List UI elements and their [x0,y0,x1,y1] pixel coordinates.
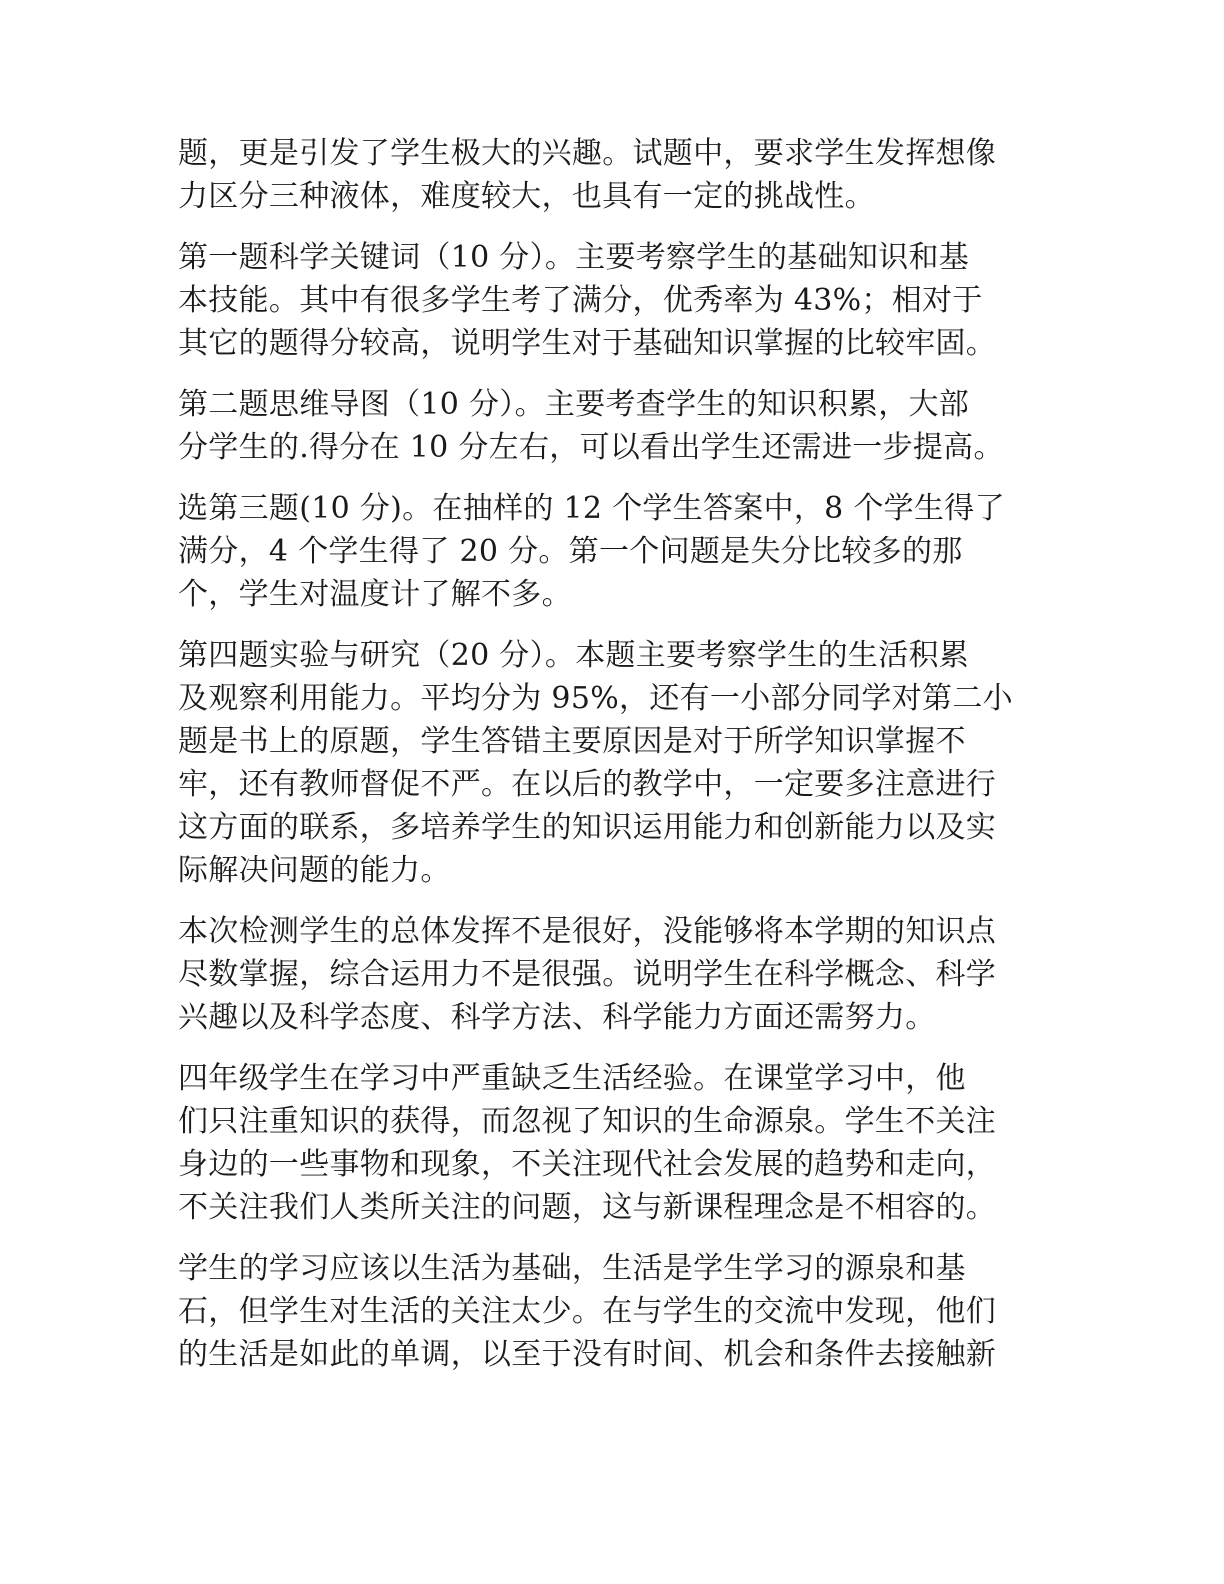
text-line: 满分，4 个学生得了 20 分。第一个问题是失分比较多的那 [178,534,963,569]
paragraph-5 [178,634,1058,892]
paragraph-6 [178,910,1058,1039]
text-line: 们只注重知识的获得，而忽视了知识的生命源泉。学生不关注 [178,1104,997,1139]
text-line: 及观察利用能力。平均分为 95%，还有一小部分同学对第二小 [178,681,1013,716]
text-line: 第一题科学关键词（10 分）。主要考察学生的基础知识和基 [178,240,970,275]
text-line: 本技能。其中有很多学生考了满分，优秀率为 43%；相对于 [178,283,983,318]
text-line: 兴趣以及科学态度、科学方法、科学能力方面还需努力。 [178,1000,936,1035]
paragraph-1 [178,132,1058,218]
document-body [178,132,1058,1394]
text-line: 题，更是引发了学生极大的兴趣。试题中，要求学生发挥想像 [178,136,997,171]
text-line: 其它的题得分较高，说明学生对于基础知识掌握的比较牢固。 [178,326,997,361]
text-line: 第二题思维导图（10 分）。主要考查学生的知识积累，大部 [178,387,970,422]
text-line: 尽数掌握，综合运用力不是很强。说明学生在科学概念、科学 [178,957,997,992]
text-line: 选第三题(10 分)。在抽样的 12 个学生答案中，8 个学生得了 [178,491,1005,526]
text-line: 身边的一些事物和现象，不关注现代社会发展的趋势和走向， [178,1147,997,1182]
text-line: 学生的学习应该以生活为基础，生活是学生学习的源泉和基 [178,1251,966,1286]
text-line: 本次检测学生的总体发挥不是很好，没能够将本学期的知识点 [178,914,997,949]
text-line: 这方面的联系，多培养学生的知识运用能力和创新能力以及实 [178,810,997,845]
text-line: 力区分三种液体，难度较大，也具有一定的挑战性。 [178,179,875,214]
text-line: 第四题实验与研究（20 分）。本题主要考察学生的生活积累 [178,638,970,673]
text-line: 不关注我们人类所关注的问题，这与新课程理念是不相容的。 [178,1190,997,1225]
text-line: 牢，还有教师督促不严。在以后的教学中，一定要多注意进行 [178,767,997,802]
paragraph-2 [178,236,1058,365]
text-line: 分学生的.得分在 10 分左右，可以看出学生还需进一步提高。 [178,430,1004,465]
text-line: 四年级学生在学习中严重缺乏生活经验。在课堂学习中，他 [178,1061,966,1096]
paragraph-4 [178,487,1058,616]
paragraph-7 [178,1057,1058,1229]
paragraph-8 [178,1247,1058,1376]
text-line: 的生活是如此的单调，以至于没有时间、机会和条件去接触新 [178,1337,997,1372]
paragraph-3 [178,383,1058,469]
text-line: 际解决问题的能力。 [178,853,451,888]
text-line: 题是书上的原题，学生答错主要原因是对于所学知识掌握不 [178,724,966,759]
text-line: 石，但学生对生活的关注太少。在与学生的交流中发现，他们 [178,1294,997,1329]
text-line: 个，学生对温度计了解不多。 [178,577,572,612]
